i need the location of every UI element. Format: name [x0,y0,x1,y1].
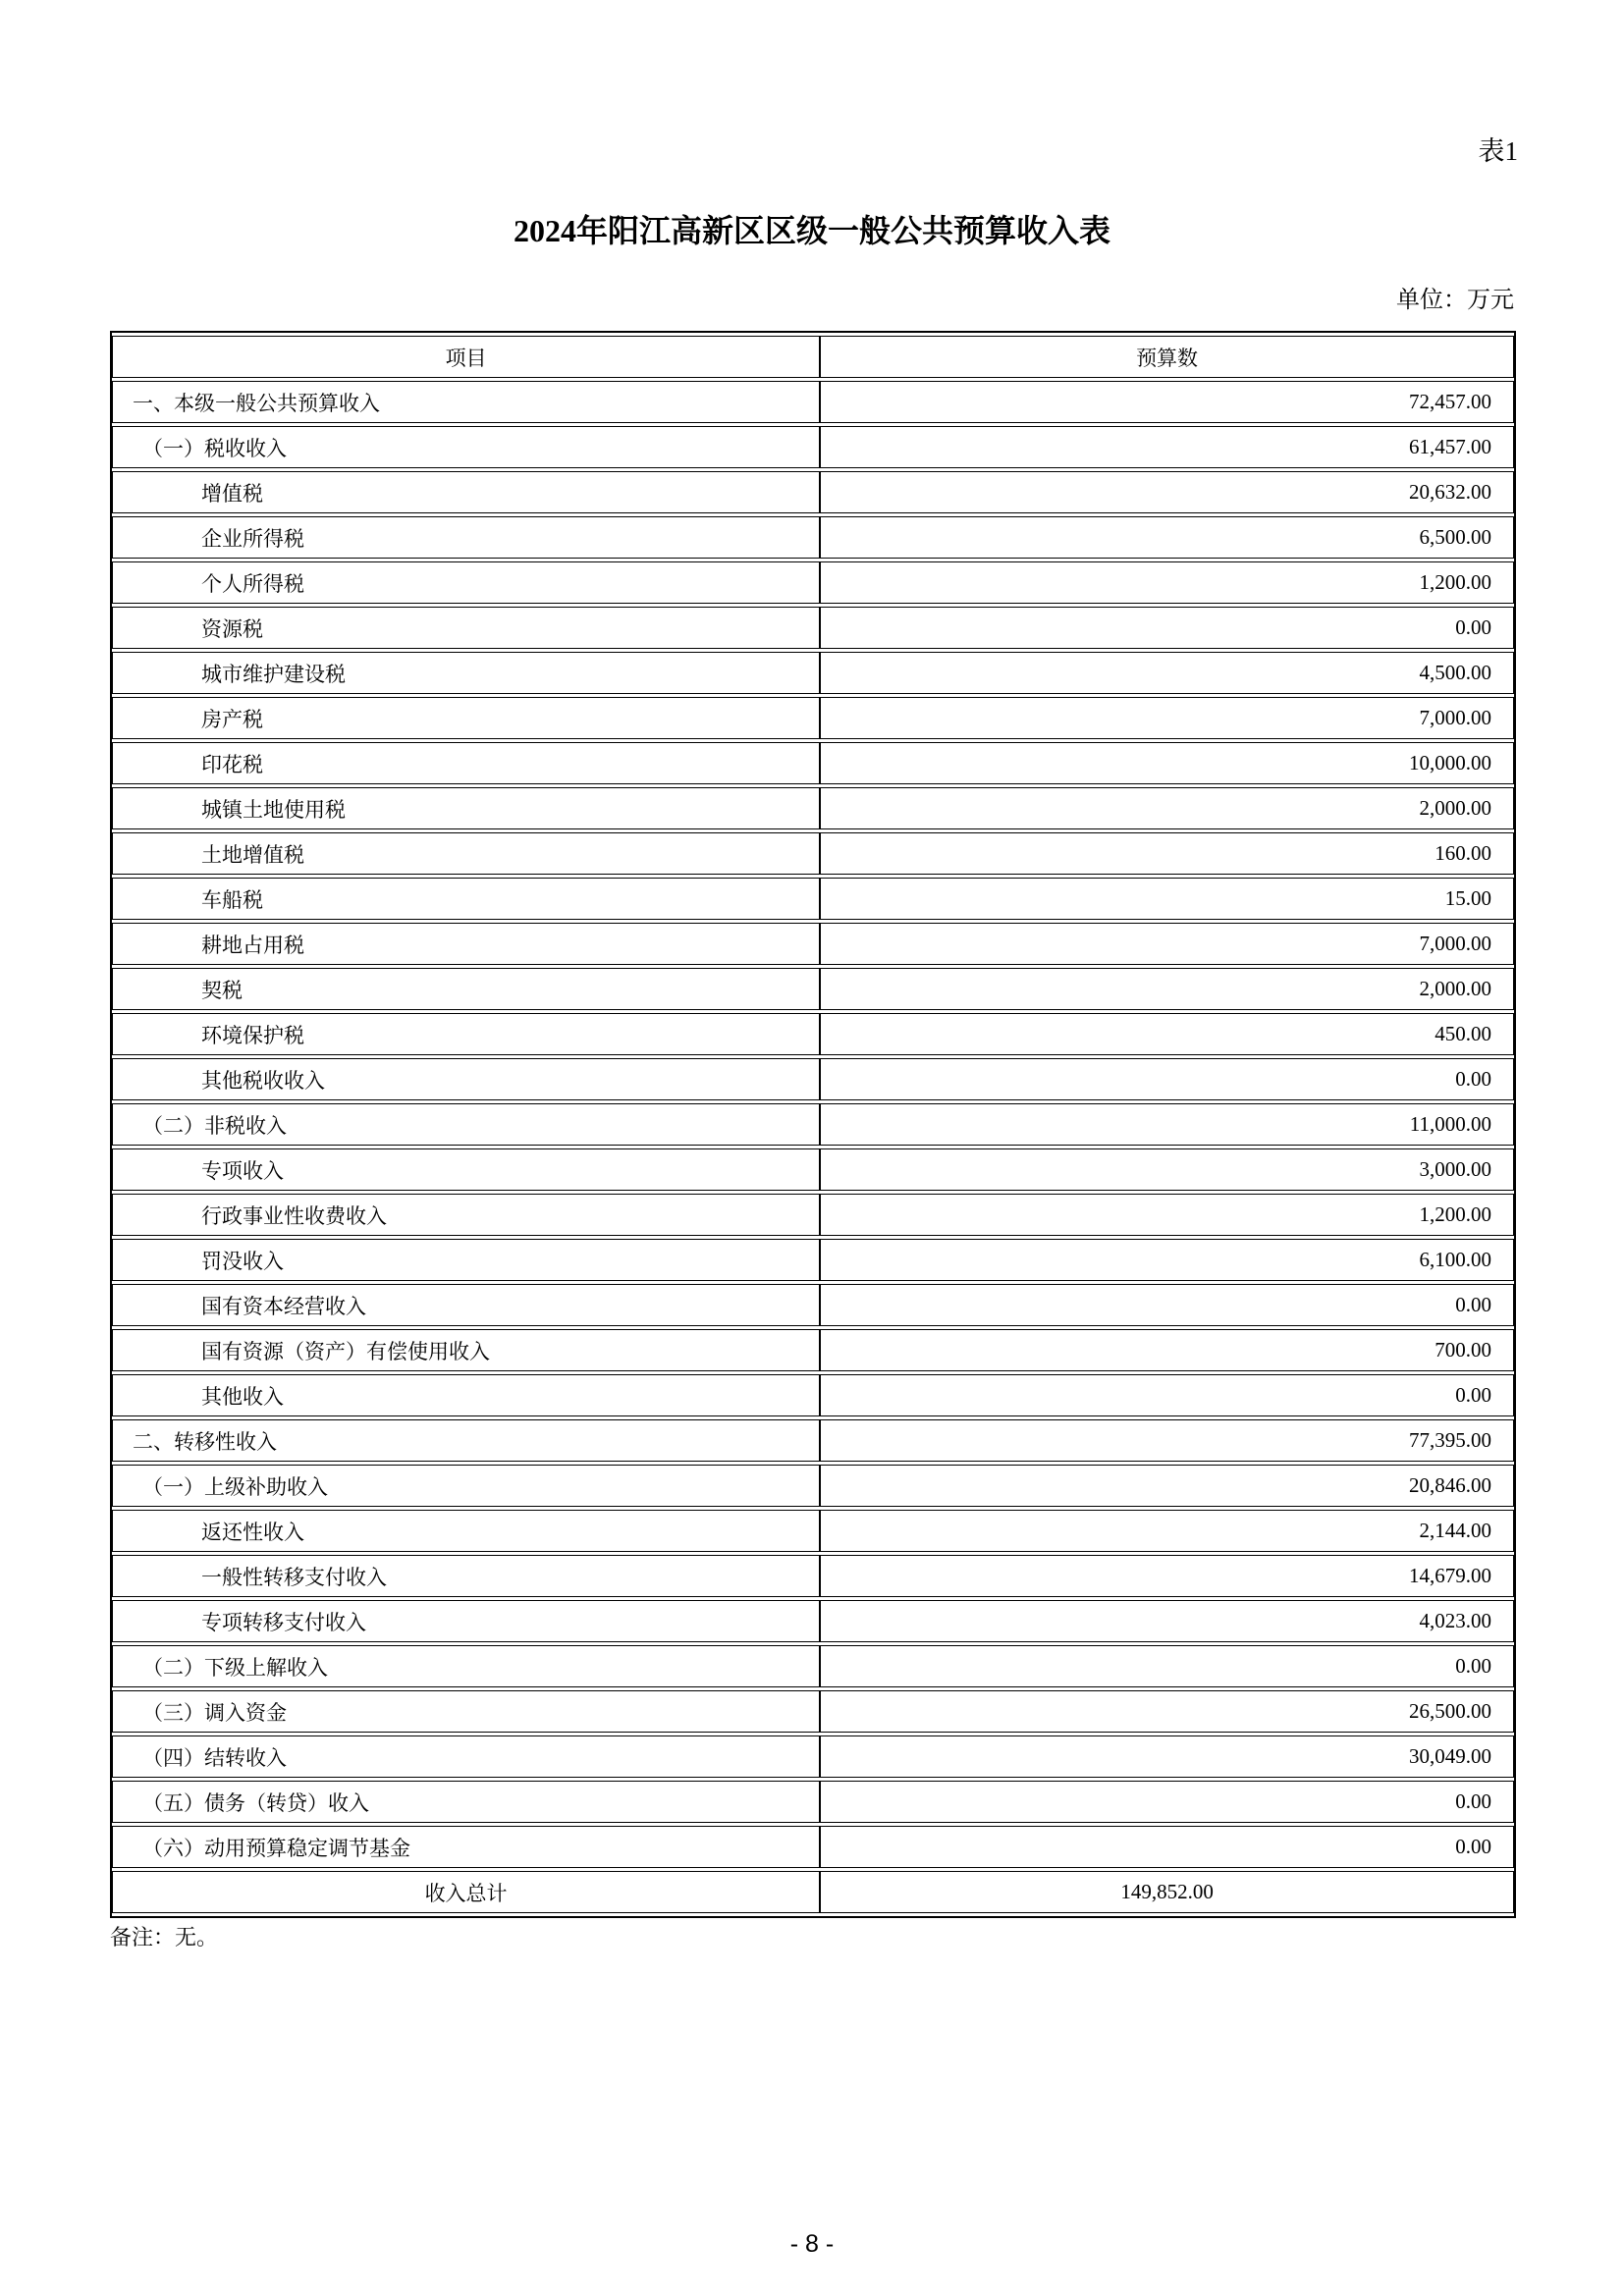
row-item-label: 城镇土地使用税 [112,787,820,829]
row-budget-value: 4,500.00 [820,652,1514,694]
page-title: 2024年阳江高新区区级一般公共预算收入表 [513,213,1110,248]
row-budget-value: 61,457.00 [820,426,1514,468]
table-row [112,1781,1514,1823]
note-text: 备注：无。 [110,1925,219,1949]
row-item-label: 收入总计 [112,1871,820,1913]
table-row [112,923,1514,965]
row-item-label: （六）动用预算稳定调节基金 [112,1826,820,1868]
table-row [112,1374,1514,1416]
column-header-budget: 预算数 [820,336,1514,378]
row-budget-value: 149,852.00 [820,1871,1514,1913]
table-row [112,652,1514,694]
row-budget-value: 0.00 [820,1645,1514,1687]
table-row [112,1284,1514,1326]
table-row [112,1103,1514,1146]
row-item-label: 增值税 [112,471,820,513]
row-budget-value: 6,100.00 [820,1239,1514,1281]
table-row [112,1239,1514,1281]
row-item-label: 二、转移性收入 [112,1419,820,1462]
row-budget-value: 20,846.00 [820,1465,1514,1507]
row-budget-value: 700.00 [820,1329,1514,1371]
table-row [112,1510,1514,1552]
table-row [112,426,1514,468]
row-budget-value: 0.00 [820,1826,1514,1868]
row-item-label: （一）上级补助收入 [112,1465,820,1507]
table-row [112,1735,1514,1778]
row-budget-value: 3,000.00 [820,1148,1514,1191]
row-budget-value: 30,049.00 [820,1735,1514,1778]
row-budget-value: 6,500.00 [820,516,1514,559]
row-budget-value: 2,000.00 [820,787,1514,829]
table-row [112,787,1514,829]
row-item-label: （三）调入资金 [112,1690,820,1733]
row-item-label: 城市维护建设税 [112,652,820,694]
row-item-label: 返还性收入 [112,1510,820,1552]
table-row [112,1690,1514,1733]
row-item-label: （二）下级上解收入 [112,1645,820,1687]
table-row [112,742,1514,784]
row-budget-value: 14,679.00 [820,1555,1514,1597]
row-budget-value: 26,500.00 [820,1690,1514,1733]
table-row [112,1148,1514,1191]
row-budget-value: 11,000.00 [820,1103,1514,1146]
row-budget-value: 7,000.00 [820,923,1514,965]
table-row [112,1329,1514,1371]
row-item-label: 耕地占用税 [112,923,820,965]
table-row [112,1419,1514,1462]
row-item-label: 契税 [112,968,820,1010]
table-corner-label: 表1 [1478,136,1518,166]
row-item-label: 个人所得税 [112,561,820,604]
row-budget-value: 72,457.00 [820,381,1514,423]
row-budget-value: 0.00 [820,1058,1514,1100]
table-row [112,1826,1514,1868]
row-item-label: （五）债务（转贷）收入 [112,1781,820,1823]
row-item-label: 国有资本经营收入 [112,1284,820,1326]
table-row [112,697,1514,739]
row-item-label: 一般性转移支付收入 [112,1555,820,1597]
row-item-label: 土地增值税 [112,832,820,875]
table-row [112,1555,1514,1597]
row-budget-value: 1,200.00 [820,1194,1514,1236]
row-budget-value: 4,023.00 [820,1600,1514,1642]
row-item-label: 车船税 [112,878,820,920]
row-budget-value: 1,200.00 [820,561,1514,604]
row-budget-value: 450.00 [820,1013,1514,1055]
budget-revenue-table [110,331,1516,1918]
row-budget-value: 20,632.00 [820,471,1514,513]
row-item-label: 印花税 [112,742,820,784]
table-row [112,1013,1514,1055]
row-item-label: 专项转移支付收入 [112,1600,820,1642]
table-row [112,561,1514,604]
row-budget-value: 0.00 [820,1374,1514,1416]
row-item-label: 行政事业性收费收入 [112,1194,820,1236]
table-row [112,1871,1514,1913]
row-item-label: 罚没收入 [112,1239,820,1281]
row-item-label: 资源税 [112,607,820,649]
header-row [112,336,1514,378]
unit-label: 单位：万元 [1396,288,1514,313]
table-body [112,381,1514,1913]
row-budget-value: 7,000.00 [820,697,1514,739]
row-item-label: 环境保护税 [112,1013,820,1055]
row-item-label: 一、本级一般公共预算收入 [112,381,820,423]
row-item-label: 房产税 [112,697,820,739]
table-header [112,336,1514,378]
row-budget-value: 77,395.00 [820,1419,1514,1462]
table-row [112,1600,1514,1642]
table-row [112,607,1514,649]
row-item-label: 其他税收收入 [112,1058,820,1100]
row-budget-value: 0.00 [820,1781,1514,1823]
row-item-label: 企业所得税 [112,516,820,559]
table-row [112,968,1514,1010]
row-budget-value: 160.00 [820,832,1514,875]
row-item-label: （一）税收收入 [112,426,820,468]
column-header-item: 项目 [112,336,820,378]
table-row [112,832,1514,875]
row-budget-value: 0.00 [820,1284,1514,1326]
row-budget-value: 2,000.00 [820,968,1514,1010]
row-budget-value: 10,000.00 [820,742,1514,784]
table-row [112,1645,1514,1687]
table-row [112,471,1514,513]
page-number: - 8 - [789,2230,835,2258]
row-item-label: 国有资源（资产）有偿使用收入 [112,1329,820,1371]
row-budget-value: 2,144.00 [820,1510,1514,1552]
table-row [112,1194,1514,1236]
table-row [112,516,1514,559]
table-row [112,1058,1514,1100]
row-item-label: 其他收入 [112,1374,820,1416]
table-row [112,381,1514,423]
row-budget-value: 15.00 [820,878,1514,920]
table-row [112,878,1514,920]
row-item-label: 专项收入 [112,1148,820,1191]
row-budget-value: 0.00 [820,607,1514,649]
table-row [112,1465,1514,1507]
row-item-label: （四）结转收入 [112,1735,820,1778]
row-item-label: （二）非税收入 [112,1103,820,1146]
